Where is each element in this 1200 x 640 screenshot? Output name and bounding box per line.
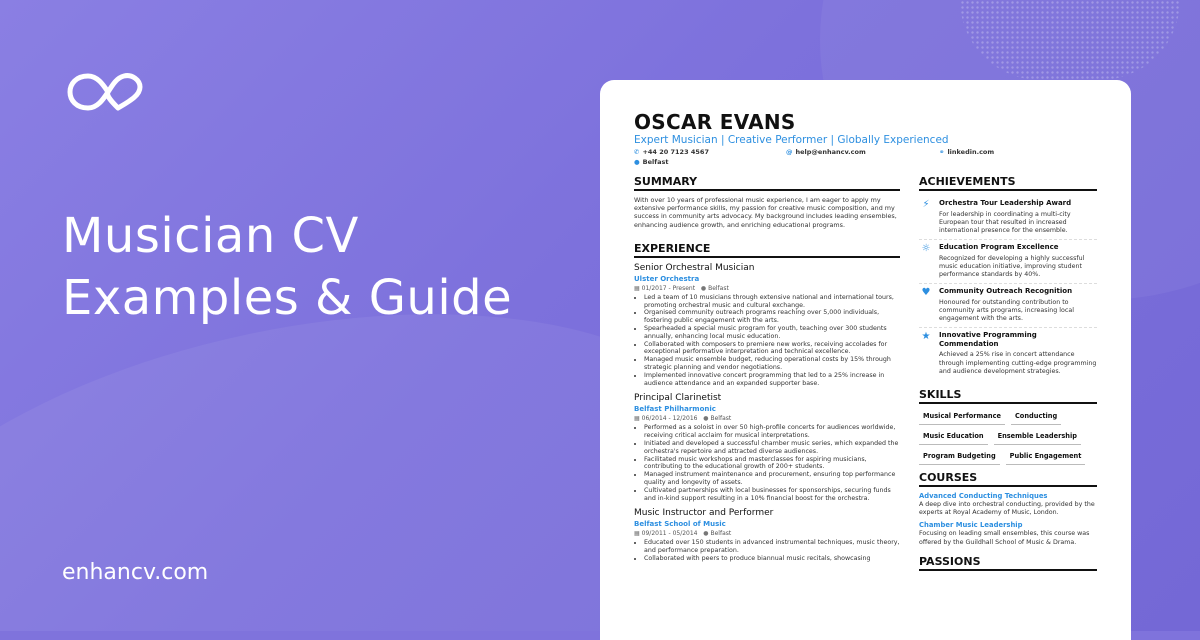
section-title: COURSES (919, 471, 1097, 487)
job-meta (634, 530, 900, 537)
job-org: Belfast School of Music (634, 520, 726, 529)
job-bullets (634, 294, 900, 388)
list-item: • Led a team of 10 musicians through extensive national and international tours, promoting orchestral music and cultural exchange. (644, 294, 900, 310)
section-title: EXPERIENCE (634, 242, 900, 258)
page-headline (62, 205, 512, 329)
contact-email-text: help@enhancv.com (795, 148, 866, 156)
achievement-item (919, 196, 1097, 240)
job-meta (634, 285, 900, 292)
job-bullets (634, 539, 900, 562)
resume-left-column (634, 175, 900, 563)
contact-email (786, 148, 866, 156)
achievement-title: Orchestra Tour Leadership Award (939, 199, 1072, 207)
enhancv-infinity-heart-icon[interactable] (66, 70, 146, 114)
resume-tagline: Expert Musician | Creative Performer | Globally Experienced (634, 134, 949, 146)
list-item: • Organised community outreach programs reaching over 5,000 individuals, fostering public engagement with the arts. (644, 309, 900, 325)
job-meta (634, 415, 900, 422)
section-title: SUMMARY (634, 175, 900, 191)
course-desc: Focusing on leading small ensembles, this course was offered by the Guildhall School of Music & Drama. (919, 530, 1090, 546)
skill-tag: Ensemble Leadership (994, 429, 1081, 445)
handshake-icon: ♥ (921, 287, 931, 299)
job-role: Music Instructor and Performer (634, 508, 774, 519)
contact-location (634, 158, 668, 166)
achievement-desc: Achieved a 25% rise in concert attendance through implementing cutting-edge programming and audience development strategies. (939, 351, 1097, 375)
course-desc: A deep dive into orchestral conducting, provided by the experts at Royal Academy of Music, London. (919, 500, 1095, 517)
job-dates: 09/2011 - 05/2014 (641, 530, 698, 538)
skill-tag: Music Education (919, 429, 988, 445)
skill-tag: Program Budgeting (919, 449, 1000, 465)
headline-line: Examples & Guide (62, 270, 513, 326)
contact-phone (634, 148, 709, 156)
job-location: Belfast (710, 530, 732, 538)
headline-line: Musician CV (62, 208, 359, 264)
contact-phone-text: +44 20 7123 4567 (642, 148, 709, 156)
job-entry (634, 393, 900, 502)
achievement-title: Education Program Excellence (939, 243, 1059, 252)
calendar-icon: ▦ (634, 284, 640, 292)
location-pin-icon: ● (703, 415, 709, 423)
achievement-desc: Recognized for developing a highly successful music education initiative, improving student performance standards by 40%. (939, 254, 1085, 279)
achievement-title: Innovative Programming Commendation (939, 331, 1037, 348)
calendar-icon: ▦ (634, 415, 640, 423)
location-pin-icon: ● (700, 284, 707, 292)
achievement-item (919, 240, 1097, 284)
job-entry (634, 508, 900, 562)
list-item: • Initiated and developed a successful chamber music series, which expanded the orchestra's repertoire and attracted diverse audiences. (644, 440, 900, 456)
list-item: • Managed music ensemble budget, reducing operational costs by 15% through strategic planning and vendor negotiations. (644, 356, 900, 372)
list-item: • Managed instrument maintenance and procurement, ensuring top performance quality and longevity of assets. (644, 471, 900, 487)
star-icon: ★ (921, 331, 931, 343)
job-location: Belfast (708, 284, 729, 292)
lightbulb-icon: ☼ (921, 243, 931, 255)
achievement-desc: Honoured for outstanding contribution to community arts programs, increasing local engagement with the arts. (939, 298, 1074, 323)
job-org: Belfast Philharmonic (634, 405, 716, 414)
achievement-item (919, 284, 1097, 328)
job-role: Senior Orchestral Musician (634, 262, 755, 273)
job-org: Ulster Orchestra (634, 274, 700, 283)
list-item: • Facilitated music workshops and masterclasses for aspiring musicians, contributing to the educational growth of 200+ students. (644, 456, 900, 472)
course-title: Chamber Music Leadership (919, 521, 1023, 530)
job-role: Principal Clarinetist (634, 393, 722, 404)
contact-location-text: Belfast (642, 158, 669, 166)
summary-text: With over 10 years of professional music experience, I am eager to apply my extensive performance skills, my passion for creative music composition, and my success in community arts advocacy. My background includes leading ensembles, enhancing audience growth, and enriching educational programs. (634, 196, 897, 229)
list-item: • Cultivated partnerships with local businesses for sponsorships, securing funds and in-kind support resulting in a 10% financial boost for the orchestra. (644, 487, 900, 503)
list-item: • Performed as a soloist in over 50 high-profile concerts for audiences worldwide, receiving critical acclaim for musical interpretations. (644, 424, 900, 440)
list-item: • Collaborated with composers to premiere new works, receiving accolades for exceptional performative interpretation and technical excellence. (644, 341, 900, 357)
contact-linkedin (939, 148, 994, 156)
location-pin-icon: ● (703, 530, 709, 538)
job-dates: 06/2014 - 12/2016 (641, 415, 698, 423)
skill-tag: Conducting (1011, 409, 1061, 425)
site-link[interactable]: enhancv.com (62, 560, 209, 585)
job-bullets (634, 424, 900, 502)
location-pin-icon: ● (634, 158, 640, 166)
link-icon: ⚭ (939, 148, 945, 156)
skill-tag: Public Engagement (1006, 449, 1086, 465)
skill-tag: Musical Performance (919, 409, 1005, 425)
lightning-bolt-icon: ⚡ (922, 199, 930, 210)
job-location: Belfast (710, 415, 732, 423)
skills-list (919, 409, 1097, 465)
list-item: • Implemented innovative concert programming that led to a 25% increase in audience attendance and an expanded supporter base. (644, 372, 900, 388)
job-entry (634, 263, 900, 388)
list-item: • Collaborated with peers to produce biannual music recitals, showcasing (644, 555, 900, 563)
resume-right-column (919, 175, 1097, 576)
contact-linkedin-text: linkedin.com (947, 148, 995, 156)
achievement-title: Community Outreach Recognition (939, 287, 1073, 296)
phone-icon: ✆ (634, 148, 640, 156)
section-title: ACHIEVEMENTS (919, 175, 1097, 191)
resume-name: OSCAR EVANS (634, 110, 796, 134)
job-dates: 01/2017 - Present (641, 284, 696, 292)
list-item: • Spearheaded a special music program for youth, teaching over 300 students annually, enhancing local music education. (644, 325, 900, 341)
section-title: PASSIONS (919, 555, 1097, 571)
achievement-item (919, 328, 1097, 380)
section-title: SKILLS (919, 388, 1097, 404)
at-icon: @ (786, 148, 793, 156)
list-item: • Educated over 150 students in advanced instrumental techniques, music theory, and performance preparation. (644, 539, 900, 555)
calendar-icon: ▦ (634, 530, 640, 538)
achievement-desc: For leadership in coordinating a multi-city European tour that resulted in increased international presence for the ensemble. (939, 210, 1071, 234)
course-title: Advanced Conducting Techniques (919, 491, 1048, 500)
resume-preview (600, 80, 1131, 640)
